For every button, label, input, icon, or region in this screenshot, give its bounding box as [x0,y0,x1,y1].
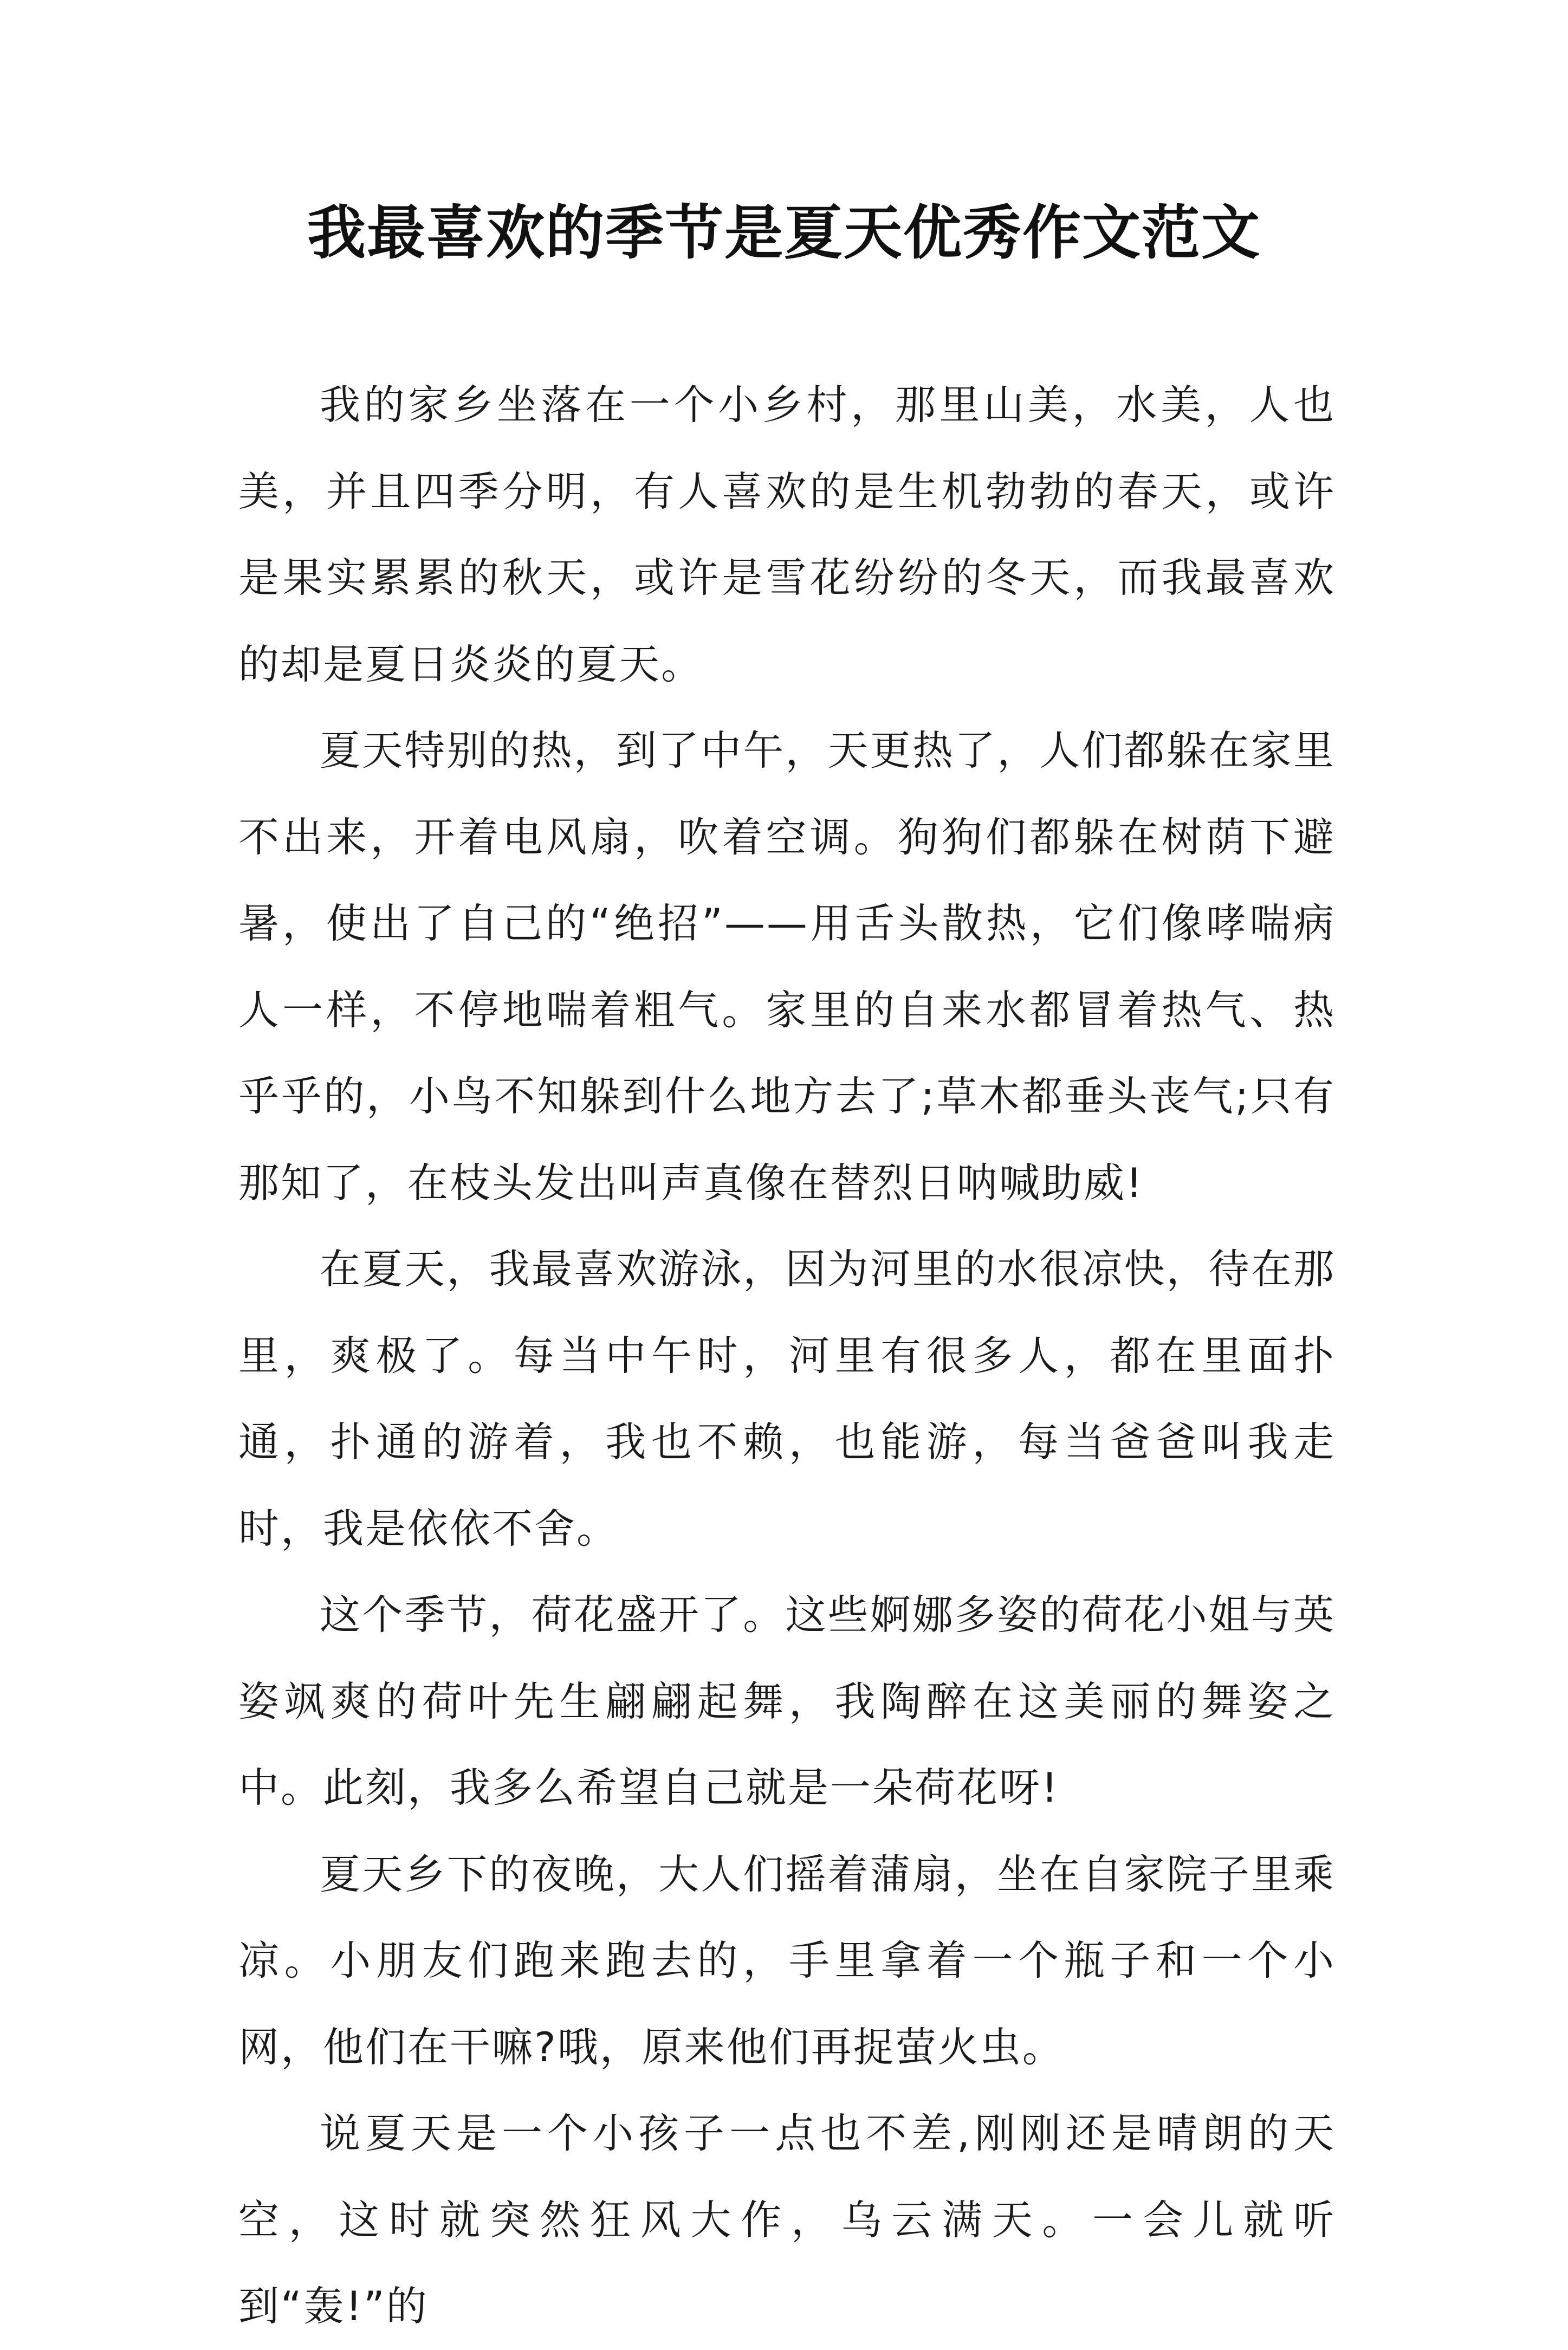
document-title: 我最喜欢的季节是夏天优秀作文范文 [307,199,1261,267]
paragraph: 在夏天，我最喜欢游泳，因为河里的水很凉快，待在那里，爽极了。每当中午时，河里有很多人，都在里面扑通，扑通的游着，我也不赖，也能游，每当爸爸叫我走时，我是依依不舍。 [238,1245,1336,1552]
paragraph: 夏天特别的热，到了中午，天更热了，人们都躲在家里不出来，开着电风扇，吹着空调。狗狗们都躲在树荫下避暑，使出了自己的“绝招”——用舌头散热，它们像哮喘病人一样，不停地喘着粗气。家里的自来水都冒着热气、热乎乎的，小鸟不知躲到什么地方去了;草木都垂头丧气;只有那知了，在枝头发出叫声真像在替烈日呐喊助威! [238,727,1336,1207]
document-body [238,362,1336,2350]
paragraph: 我的家乡坐落在一个小乡村，那里山美，水美，人也美，并且四季分明，有人喜欢的是生机勃勃的春天，或许是果实累累的秋天，或许是雪花纷纷的冬天，而我最喜欢的却是夏日炎炎的夏天。 [238,381,1336,688]
paragraph: 说夏天是一个小孩子一点也不差,刚刚还是晴朗的天空，这时就突然狂风大作，乌云满天。一会儿就听到“轰!”的 [238,2109,1336,2330]
paragraph: 这个季节，荷花盛开了。这些婀娜多姿的荷花小姐与英姿飒爽的荷叶先生翩翩起舞，我陶醉在这美丽的舞姿之中。此刻，我多么希望自己就是一朵荷花呀! [238,1591,1336,1811]
paragraph: 夏天乡下的夜晚，大人们摇着蒲扇，坐在自家院子里乘凉。小朋友们跑来跑去的，手里拿着一个瓶子和一个小网，他们在干嘛?哦，原来他们再捉萤火虫。 [238,1850,1336,2071]
